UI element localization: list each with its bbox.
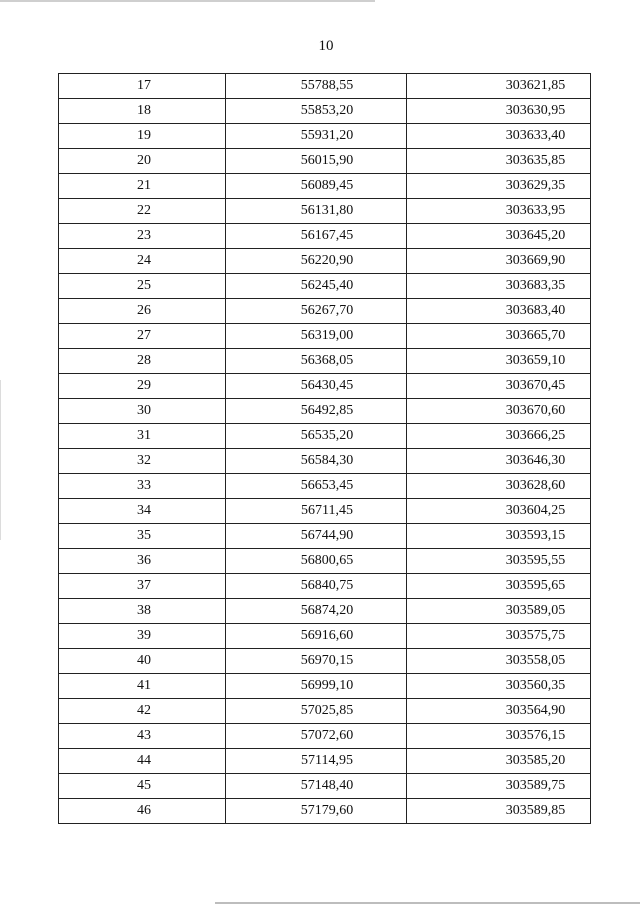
y-coordinate-cell: 303589,85: [407, 799, 591, 824]
y-coordinate-cell: 303575,75: [407, 624, 591, 649]
y-coordinate-cell: 303666,25: [407, 424, 591, 449]
scan-edge-top: [0, 0, 375, 2]
x-coordinate-cell: 56535,20: [226, 424, 407, 449]
x-coordinate-cell: 56840,75: [226, 574, 407, 599]
point-number-cell: 35: [59, 524, 226, 549]
x-coordinate-cell: 56653,45: [226, 474, 407, 499]
x-coordinate-cell: 56015,90: [226, 149, 407, 174]
point-number-cell: 46: [59, 799, 226, 824]
y-coordinate-cell: 303585,20: [407, 749, 591, 774]
point-number-cell: 42: [59, 699, 226, 724]
point-number-cell: 26: [59, 299, 226, 324]
y-coordinate-cell: 303628,60: [407, 474, 591, 499]
point-number-cell: 27: [59, 324, 226, 349]
x-coordinate-cell: 56319,00: [226, 324, 407, 349]
scan-edge-left: [0, 380, 1, 540]
table-row: [59, 224, 591, 249]
y-coordinate-cell: 303665,70: [407, 324, 591, 349]
point-number-cell: 38: [59, 599, 226, 624]
point-number-cell: 43: [59, 724, 226, 749]
table-row: [59, 524, 591, 549]
x-coordinate-cell: 56245,40: [226, 274, 407, 299]
y-coordinate-cell: 303621,85: [407, 74, 591, 99]
point-number-cell: 17: [59, 74, 226, 99]
table-row: [59, 474, 591, 499]
x-coordinate-cell: 56916,60: [226, 624, 407, 649]
point-number-cell: 21: [59, 174, 226, 199]
y-coordinate-cell: 303589,75: [407, 774, 591, 799]
point-number-cell: 30: [59, 399, 226, 424]
point-number-cell: 44: [59, 749, 226, 774]
table-row: [59, 274, 591, 299]
y-coordinate-cell: 303635,85: [407, 149, 591, 174]
x-coordinate-cell: 56220,90: [226, 249, 407, 274]
table-row: [59, 574, 591, 599]
x-coordinate-cell: 56131,80: [226, 199, 407, 224]
table-row: [59, 399, 591, 424]
x-coordinate-cell: 56744,90: [226, 524, 407, 549]
table-row: [59, 99, 591, 124]
table-row: [59, 374, 591, 399]
table-row: [59, 424, 591, 449]
x-coordinate-cell: 56430,45: [226, 374, 407, 399]
x-coordinate-cell: 56584,30: [226, 449, 407, 474]
point-number-cell: 18: [59, 99, 226, 124]
y-coordinate-cell: 303683,35: [407, 274, 591, 299]
point-number-cell: 25: [59, 274, 226, 299]
x-coordinate-cell: 56874,20: [226, 599, 407, 624]
y-coordinate-cell: 303670,60: [407, 399, 591, 424]
y-coordinate-cell: 303629,35: [407, 174, 591, 199]
coordinates-table: [58, 73, 591, 824]
x-coordinate-cell: 55853,20: [226, 99, 407, 124]
x-coordinate-cell: 57148,40: [226, 774, 407, 799]
point-number-cell: 24: [59, 249, 226, 274]
x-coordinate-cell: 56267,70: [226, 299, 407, 324]
table-row: [59, 674, 591, 699]
table-row: [59, 74, 591, 99]
point-number-cell: 32: [59, 449, 226, 474]
point-number-cell: 39: [59, 624, 226, 649]
table-row: [59, 124, 591, 149]
point-number-cell: 36: [59, 549, 226, 574]
table-row: [59, 749, 591, 774]
table-row: [59, 624, 591, 649]
point-number-cell: 37: [59, 574, 226, 599]
table-row: [59, 324, 591, 349]
table-row: [59, 149, 591, 174]
point-number-cell: 41: [59, 674, 226, 699]
table-row: [59, 449, 591, 474]
x-coordinate-cell: 56492,85: [226, 399, 407, 424]
x-coordinate-cell: 56711,45: [226, 499, 407, 524]
table-row: [59, 499, 591, 524]
point-number-cell: 31: [59, 424, 226, 449]
table-row: [59, 724, 591, 749]
x-coordinate-cell: 55931,20: [226, 124, 407, 149]
point-number-cell: 23: [59, 224, 226, 249]
y-coordinate-cell: 303683,40: [407, 299, 591, 324]
point-number-cell: 28: [59, 349, 226, 374]
x-coordinate-cell: 56999,10: [226, 674, 407, 699]
coordinates-table-body: [59, 74, 591, 824]
point-number-cell: 29: [59, 374, 226, 399]
point-number-cell: 19: [59, 124, 226, 149]
y-coordinate-cell: 303595,55: [407, 549, 591, 574]
y-coordinate-cell: 303669,90: [407, 249, 591, 274]
y-coordinate-cell: 303604,25: [407, 499, 591, 524]
x-coordinate-cell: 57179,60: [226, 799, 407, 824]
point-number-cell: 40: [59, 649, 226, 674]
table-row: [59, 249, 591, 274]
x-coordinate-cell: 56800,65: [226, 549, 407, 574]
y-coordinate-cell: 303630,95: [407, 99, 591, 124]
table-row: [59, 299, 591, 324]
y-coordinate-cell: 303558,05: [407, 649, 591, 674]
table-row: [59, 199, 591, 224]
point-number-cell: 34: [59, 499, 226, 524]
table-row: [59, 699, 591, 724]
y-coordinate-cell: 303645,20: [407, 224, 591, 249]
table-row: [59, 599, 591, 624]
y-coordinate-cell: 303564,90: [407, 699, 591, 724]
x-coordinate-cell: 56970,15: [226, 649, 407, 674]
point-number-cell: 22: [59, 199, 226, 224]
scan-edge-bottom: [215, 902, 640, 904]
x-coordinate-cell: 57072,60: [226, 724, 407, 749]
table-row: [59, 774, 591, 799]
page-number: 10: [318, 38, 334, 54]
y-coordinate-cell: 303670,45: [407, 374, 591, 399]
x-coordinate-cell: 57025,85: [226, 699, 407, 724]
y-coordinate-cell: 303659,10: [407, 349, 591, 374]
table-row: [59, 174, 591, 199]
point-number-cell: 20: [59, 149, 226, 174]
table-row: [59, 349, 591, 374]
y-coordinate-cell: 303646,30: [407, 449, 591, 474]
y-coordinate-cell: 303593,15: [407, 524, 591, 549]
y-coordinate-cell: 303576,15: [407, 724, 591, 749]
y-coordinate-cell: 303589,05: [407, 599, 591, 624]
point-number-cell: 33: [59, 474, 226, 499]
y-coordinate-cell: 303633,40: [407, 124, 591, 149]
x-coordinate-cell: 57114,95: [226, 749, 407, 774]
y-coordinate-cell: 303633,95: [407, 199, 591, 224]
table-row: [59, 649, 591, 674]
x-coordinate-cell: 56368,05: [226, 349, 407, 374]
x-coordinate-cell: 56167,45: [226, 224, 407, 249]
y-coordinate-cell: 303560,35: [407, 674, 591, 699]
x-coordinate-cell: 55788,55: [226, 74, 407, 99]
table-row: [59, 799, 591, 824]
point-number-cell: 45: [59, 774, 226, 799]
x-coordinate-cell: 56089,45: [226, 174, 407, 199]
table-row: [59, 549, 591, 574]
y-coordinate-cell: 303595,65: [407, 574, 591, 599]
